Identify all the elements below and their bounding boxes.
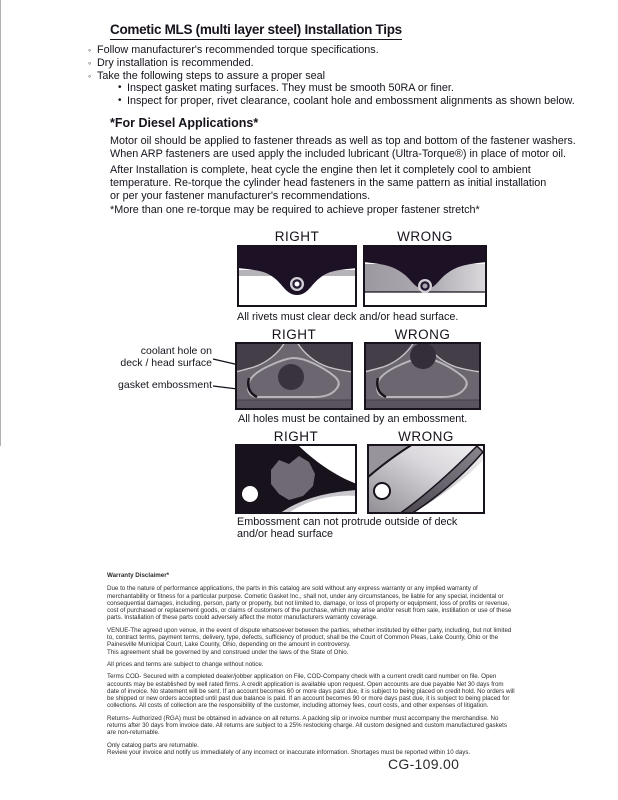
list-item-text: Take the following steps to assure a proper seal [97,69,326,82]
circle-bullet-icon: ◦ [88,57,92,68]
row1-caption: All rivets must clear deck and/or head surface. [237,311,459,323]
installation-tips-list [88,44,575,108]
terms-clause: Terms COD- Secured with a completed dealer/jobber application on File, COD-Company check with a current credit card number on file. Open accounts may be established by well rated firms. A credit application is available upon request. Open accounts are due payable Net 30 days from date of invoice. No statement will be sent. If an account becomes 60 or more days past due, it is subject to being placed on credit hold. No orders will be shipped or new orders accepted until past due balance is paid. If an account becomes 90 or more days past due, it is subject to being placed for collections. All costs of collection are the responsibility of the customer, including attorney fees, court costs, and other expenses of litigation. [107,673,515,710]
warranty-disclaimer: Due to the nature of performance applications, the parts in this catalog are sold without any express warranty or any implied warranty of merchantability or fitness for a particular purpose. Cometic Gasket Inc., shall not, under any circumstances, be liable for any special, incidental or consequential damages, including, person, party or property, but not limited to, damage, or loss of property or equipment, loss of profits or revenue, cost of purchased or replacement goods, or claims of customers of the purchase, which may arise and/or result from sale, instillation or use of these parts. Installation of these parts could adversely affect the motor manufacturers warranty coverage. [107,585,512,622]
caption-line: Embossment can not protrude outside of deck [237,516,458,528]
rivet-clearance-right-diagram [237,245,357,307]
list-item [88,70,575,83]
governing-law-text: This agreement shall be governed by and construed under the laws of the State of Ohio. [107,648,349,656]
right-label: RIGHT [273,429,319,444]
diesel-section-heading: *For Diesel Applications* [110,116,259,130]
returns-clause: Returns- Authorized (RGA) must be obtained in advance on all returns. A packing slip or invoice number must accompany the merchandise. No returns after 30 days from invoice date. All returns are subject to a 25% restocking charge. All custom designed and custom manufactured gaskets are non-returnable. [107,714,507,737]
embossment-protrusion-right-diagram [235,444,357,514]
rivet-clearance-wrong-diagram [363,245,487,307]
embossment-containment-right-diagram [235,342,353,410]
list-item [88,57,575,70]
list-item-text: Dry installation is recommended. [97,56,254,69]
coolant-hole-icon [278,364,304,390]
wrong-label: WRONG [394,327,451,342]
venue-clause [107,627,515,656]
annotation-line: deck / head surface [120,357,212,369]
retorque-note: *More than one re-torque may be required to achieve proper fastener stretch* [110,204,480,216]
bolt-hole-icon [242,486,258,502]
right-label: RIGHT [274,229,320,244]
diesel-paragraph-1 [110,135,576,161]
paragraph-line: or per your fastener manufacturer's recommendations. [110,190,371,202]
list-item-text: Follow manufacturer's recommended torque specifications. [97,44,379,56]
dot-bullet-icon: • [118,95,122,107]
paragraph-line: After Installation is complete, heat cycle the engine then let it completely cool to ambient [110,164,531,176]
wrong-label: WRONG [398,429,454,444]
diesel-paragraph-2 [110,164,546,203]
sub-list-item [118,95,575,108]
paragraph-line: Motor oil should be applied to fastener threads as well as top and bottom of the fastener washers. [110,135,576,147]
dot-bullet-icon: • [118,82,122,94]
page-code: CG-109.00 [388,756,460,772]
list-item-text: Inspect for proper, rivet clearance, coolant hole and embossment alignments as shown below. [127,95,575,108]
circle-bullet-icon: ◦ [88,70,92,81]
embossment-protrusion-wrong-diagram [367,444,485,514]
review-clause: Review your invoice and notify us immediately of any incorrect or inaccurate information. Shortages must be reported within 10 days. [107,748,471,756]
right-label: RIGHT [271,327,317,342]
warranty-section [107,572,515,756]
warranty-heading: Warranty Disclaimer* [107,572,170,579]
gasket-embossment-annotation: gasket embossment [118,379,212,391]
caption-line: and/or head surface [237,528,334,540]
coolant-hole-icon [410,343,436,369]
venue-text: VENUE-The agreed upon venue, in the event of dispute whatsoever between the parties, whether instituted by either party, including, but not limited to, contract terms, payment terms, delivery, type, defects, sufficiency of product, shall be the Court of Common Pleas, Lake County, Ohio or the Painesville Municipal Court, Lake County, Ohio, depending on the amount in controversy. [107,626,512,649]
row3-caption [237,516,457,540]
sub-list-item [118,82,575,95]
catalog-clause: Only catalog parts are returnable. [107,741,199,749]
bolt-hole-icon [374,483,390,499]
embossment-containment-wrong-diagram [364,342,481,410]
scan-edge-line [0,0,1,446]
circle-bullet-icon: ◦ [88,45,92,55]
wrong-label: WRONG [397,229,453,244]
prices-clause: All prices and terms are subject to change without notice. [107,660,264,668]
paragraph-line: When ARP fasteners are used apply the included lubricant (Ultra-Torque®) in place of motor oil. [110,148,567,160]
row2-caption: All holes must be contained by an embossment. [238,413,468,425]
page-title: Cometic MLS (multi layer steel) Installation Tips [110,22,402,40]
list-item [88,44,575,57]
annotation-line: coolant hole on [140,345,212,357]
paragraph-line: temperature. Re-torque the cylinder head fasteners in the same pattern as initial installation [110,177,547,189]
list-item-text: Inspect gasket mating surfaces. They must be smooth 50RA or finer. [127,82,454,95]
